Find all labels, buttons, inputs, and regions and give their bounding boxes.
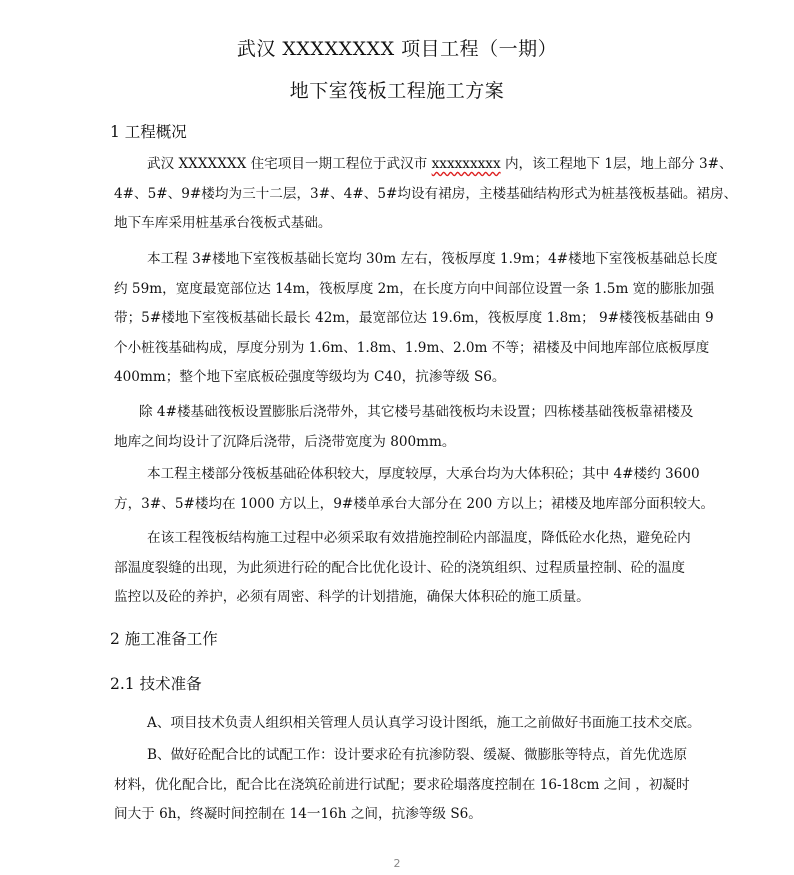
project-location: xxxxxxxxx — [431, 156, 501, 172]
paragraph-overview: 武汉 XXXXXXX 住宅项目一期工程位于武汉市 xxxxxxxxx 内，该工程地下 1层，地上部分 3#、 4#、5#、9#楼均为三十二层，3#、4#、5#均设有裙房，主楼基础结构形式为桩基筏板基础。裙房、 地下车库采用桩基承台筏板式基础。 — [114, 156, 738, 232]
document-subtitle: 地下室筏板工程施工方案 — [289, 80, 505, 102]
section-2-1-heading: 2.1 技术准备 — [110, 675, 202, 693]
paragraph-concrete-volume: 本工程主楼部分筏板基础砼体积较大，厚度较厚，大承台均为大体积砼；其中 4#楼约 3600 方，3#、5#楼均在 1000 方以上，9#楼单承台大部分在 200 方以上；裙楼及地库部分面积较大。 — [114, 466, 715, 512]
document-title: 武汉 XXXXXXXX 项目工程（一期） — [236, 38, 558, 60]
section-2-heading: 2 施工准备工作 — [110, 630, 218, 648]
paragraph-tech-briefing: A、项目技术负责人组织相关管理人员认真学习设计图纸，施工之前做好书面施工技术交底。 — [147, 715, 701, 731]
paragraph-temperature-control: 在该工程筏板结构施工过程中必须采取有效措施控制砼内部温度，降低砼水化热，避免砼内 部温度裂缝的出现，为此须进行砼的配合比优化设计、砼的浇筑组织、过程质量控制、砼的温度 监控以及砼的养护，必须有周密、科学的计划措施，确保大体积砼的施工质量。 — [114, 530, 691, 606]
paragraph-post-pour-strips: 除 4#楼基础筏板设置膨胀后浇带外，其它楼号基础筏板均未设置；四栋楼基础筏板靠裙楼及 地库之间均设计了沉降后浇带，后浇带宽度为 800mm。 — [114, 404, 694, 450]
page-number: 2 — [393, 857, 401, 870]
paragraph-raft-dimensions: 本工程 3#楼地下室筏板基础长宽均 30m 左右，筏板厚度 1.9m；4#楼地下室筏板基础总长度 约 59m，宽度最宽部位达 14m，筏板厚度 2m，在长度方向中间部位设置一条 1.5m 宽的膨胀加强 带；5#楼地下室筏板基础长最长 42m，最宽部位达 19.6m，筏板厚度 1.8m； 9#楼筏板基础由 9 个小桩筏基础构成，厚度分别为 1.6m、1.8m、1.9m、2.0m 不等；裙楼及中间地库部位底板厚度 400mm；整个地下室底板砼强度等级均为 C40，抗渗等级 S6。 — [114, 251, 718, 386]
section-1-heading: 1 工程概况 — [110, 123, 187, 141]
paragraph-mix-design: B、做好砼配合比的试配工作：设计要求砼有抗渗防裂、缓凝、微膨胀等特点，首先优选原 材料，优化配合比，配合比在浇筑砼前进行试配；要求砼塌落度控制在 16-18cm 之间 ，初凝时 间大于 6h，终凝时间控制在 14一16h 之间，抗渗等级 S6。 — [114, 747, 690, 823]
